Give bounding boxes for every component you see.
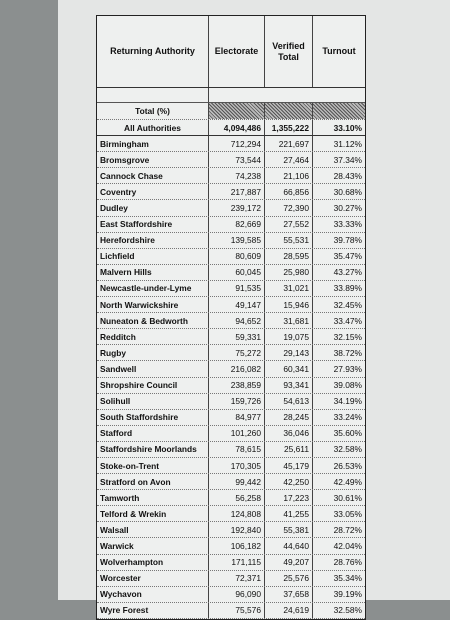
all-turnout: 33.10%	[333, 122, 362, 133]
electorate-cell: 159,726	[209, 394, 265, 409]
electorate-cell: 59,331	[209, 329, 265, 344]
authority-name-cell: Wyre Forest	[97, 603, 209, 618]
all-authorities-label: All Authorities	[97, 120, 209, 135]
turnout-cell: 30.61%	[333, 492, 362, 503]
authority-name-cell: Stafford	[97, 426, 209, 441]
verified-total-cell: 66,856	[265, 184, 313, 199]
turnout-cell: 33.47%	[333, 315, 362, 326]
verified-total-cell: 28,245	[265, 410, 313, 425]
verified-total-cell: 28,595	[265, 249, 313, 264]
electorate-cell: 139,585	[209, 233, 265, 248]
turnout-cell: 32.58%	[333, 444, 362, 455]
electorate-cell: 217,887	[209, 184, 265, 199]
turnout-cell: 33.24%	[333, 412, 362, 423]
authority-name-cell: Walsall	[97, 522, 209, 537]
spacer-row	[97, 88, 365, 103]
verified-total-cell: 49,207	[265, 555, 313, 570]
turnout-cell: 37.34%	[333, 154, 362, 165]
table-row	[97, 217, 365, 233]
turnout-cell: 30.27%	[333, 203, 362, 214]
table-row	[97, 426, 365, 442]
turnout-cell: 35.34%	[333, 573, 362, 584]
turnout-cell: 28.72%	[333, 524, 362, 535]
electorate-cell: 94,652	[209, 313, 265, 328]
authority-name-cell: East Staffordshire	[97, 217, 209, 232]
table-row	[97, 506, 365, 522]
turnout-cell: 32.45%	[333, 299, 362, 310]
authority-name-cell: Staffordshire Moorlands	[97, 442, 209, 457]
table-row	[97, 168, 365, 184]
electorate-cell: 80,609	[209, 249, 265, 264]
turnout-cell: 26.53%	[333, 460, 362, 471]
turnout-cell: 43.27%	[333, 267, 362, 278]
turnout-cell: 38.72%	[333, 347, 362, 358]
verified-total-cell: 25,980	[265, 265, 313, 280]
table-row	[97, 152, 365, 168]
table-row	[97, 345, 365, 361]
electorate-cell: 216,082	[209, 361, 265, 376]
verified-total-cell: 25,611	[265, 442, 313, 457]
table-row	[97, 555, 365, 571]
hatched-cell	[209, 103, 265, 119]
turnout-cell: 32.58%	[333, 605, 362, 616]
table-row	[97, 233, 365, 249]
authority-name-cell: Redditch	[97, 329, 209, 344]
all-electorate: 4,094,486	[209, 120, 265, 135]
electorate-cell: 82,669	[209, 217, 265, 232]
verified-total-cell: 37,658	[265, 587, 313, 602]
turnout-cell: 31.12%	[333, 138, 362, 149]
verified-total-cell: 17,223	[265, 490, 313, 505]
electorate-cell: 56,258	[209, 490, 265, 505]
turnout-table	[96, 15, 366, 620]
verified-total-cell: 41,255	[265, 506, 313, 521]
turnout-cell: 35.60%	[333, 428, 362, 439]
electorate-cell: 84,977	[209, 410, 265, 425]
verified-total-cell: 29,143	[265, 345, 313, 360]
authority-name-cell: South Staffordshire	[97, 410, 209, 425]
electorate-cell: 106,182	[209, 538, 265, 553]
hatched-cell	[265, 103, 313, 119]
authority-name-cell: Bromsgrove	[97, 152, 209, 167]
electorate-cell: 91,535	[209, 281, 265, 296]
table-row	[97, 587, 365, 603]
turnout-cell: 28.43%	[333, 170, 362, 181]
turnout-cell: 42.49%	[333, 476, 362, 487]
authority-name-cell: Telford & Wrekin	[97, 506, 209, 521]
authority-name-cell: Stoke-on-Trent	[97, 458, 209, 473]
verified-total-cell: 15,946	[265, 297, 313, 312]
verified-total-cell: 60,341	[265, 361, 313, 376]
verified-total-cell: 27,464	[265, 152, 313, 167]
authority-name-cell: Stratford on Avon	[97, 474, 209, 489]
table-row	[97, 378, 365, 394]
turnout-cell: 33.33%	[333, 219, 362, 230]
table-row	[97, 297, 365, 313]
verified-total-cell: 44,640	[265, 538, 313, 553]
all-authorities-row	[97, 120, 365, 136]
table-row	[97, 329, 365, 345]
verified-total-cell: 45,179	[265, 458, 313, 473]
authority-name-cell: Shropshire Council	[97, 378, 209, 393]
electorate-cell: 238,859	[209, 378, 265, 393]
table-row	[97, 458, 365, 474]
turnout-cell: 28.76%	[333, 557, 362, 568]
table-row	[97, 184, 365, 200]
verified-total-cell: 221,697	[265, 136, 313, 151]
table-row	[97, 361, 365, 377]
electorate-cell: 49,147	[209, 297, 265, 312]
turnout-cell: 30.68%	[333, 186, 362, 197]
electorate-cell: 99,442	[209, 474, 265, 489]
electorate-cell: 124,808	[209, 506, 265, 521]
turnout-cell: 33.05%	[333, 508, 362, 519]
verified-total-cell: 31,681	[265, 313, 313, 328]
table-row	[97, 410, 365, 426]
turnout-cell: 39.78%	[333, 235, 362, 246]
verified-total-cell: 27,552	[265, 217, 313, 232]
turnout-cell: 32.15%	[333, 331, 362, 342]
table-row	[97, 265, 365, 281]
verified-total-cell: 21,106	[265, 168, 313, 183]
table-row	[97, 571, 365, 587]
authority-name-cell: Worcester	[97, 571, 209, 586]
authority-name-cell: Malvern Hills	[97, 265, 209, 280]
table-row	[97, 603, 365, 619]
header-verified-total: Verified Total	[265, 16, 313, 87]
turnout-cell: 35.47%	[333, 251, 362, 262]
verified-total-cell: 72,390	[265, 200, 313, 215]
authority-name-cell: Dudley	[97, 200, 209, 215]
table-row	[97, 538, 365, 554]
authority-name-cell: Newcastle-under-Lyme	[97, 281, 209, 296]
electorate-cell: 78,615	[209, 442, 265, 457]
electorate-cell: 75,576	[209, 603, 265, 618]
electorate-cell: 72,371	[209, 571, 265, 586]
table-row	[97, 313, 365, 329]
verified-total-cell: 42,250	[265, 474, 313, 489]
authority-name-cell: Wychavon	[97, 587, 209, 602]
electorate-cell: 75,272	[209, 345, 265, 360]
header-returning-authority: Returning Authority	[97, 16, 209, 87]
authority-name-cell: Cannock Chase	[97, 168, 209, 183]
authority-name-cell: Rugby	[97, 345, 209, 360]
electorate-cell: 192,840	[209, 522, 265, 537]
verified-total-cell: 54,613	[265, 394, 313, 409]
table-row	[97, 522, 365, 538]
verified-total-cell: 31,021	[265, 281, 313, 296]
turnout-cell: 27.93%	[333, 363, 362, 374]
electorate-cell: 73,544	[209, 152, 265, 167]
electorate-cell: 170,305	[209, 458, 265, 473]
electorate-cell: 60,045	[209, 265, 265, 280]
authority-name-cell: Tamworth	[97, 490, 209, 505]
electorate-cell: 171,115	[209, 555, 265, 570]
table-row	[97, 490, 365, 506]
authority-name-cell: Herefordshire	[97, 233, 209, 248]
header-turnout: Turnout	[322, 46, 356, 56]
authority-name-cell: North Warwickshire	[97, 297, 209, 312]
table-row	[97, 474, 365, 490]
authority-name-cell: Warwick	[97, 538, 209, 553]
all-verified: 1,355,222	[265, 120, 313, 135]
total-label: Total (%)	[97, 103, 209, 119]
verified-total-cell: 55,531	[265, 233, 313, 248]
authority-name-cell: Wolverhampton	[97, 555, 209, 570]
table-row	[97, 442, 365, 458]
electorate-cell: 74,238	[209, 168, 265, 183]
table-row	[97, 136, 365, 152]
authority-name-cell: Coventry	[97, 184, 209, 199]
table-row	[97, 249, 365, 265]
turnout-cell: 42.04%	[333, 540, 362, 551]
hatched-cell	[313, 103, 365, 119]
verified-total-cell: 93,341	[265, 378, 313, 393]
verified-total-cell: 36,046	[265, 426, 313, 441]
total-row	[97, 103, 365, 120]
electorate-cell: 96,090	[209, 587, 265, 602]
turnout-cell: 33.89%	[333, 283, 362, 294]
electorate-cell: 101,260	[209, 426, 265, 441]
table-header	[97, 16, 365, 88]
header-electorate: Electorate	[209, 16, 265, 87]
verified-total-cell: 24,619	[265, 603, 313, 618]
table-row	[97, 200, 365, 216]
table-row	[97, 394, 365, 410]
turnout-cell: 39.08%	[333, 380, 362, 391]
verified-total-cell: 55,381	[265, 522, 313, 537]
authority-name-cell: Birmingham	[97, 136, 209, 151]
authority-name-cell: Nuneaton & Bedworth	[97, 313, 209, 328]
verified-total-cell: 19,075	[265, 329, 313, 344]
authority-name-cell: Sandwell	[97, 361, 209, 376]
table-row	[97, 281, 365, 297]
electorate-cell: 239,172	[209, 200, 265, 215]
authority-rows	[97, 136, 365, 619]
turnout-cell: 34.19%	[333, 396, 362, 407]
authority-name-cell: Lichfield	[97, 249, 209, 264]
electorate-cell: 712,294	[209, 136, 265, 151]
authority-name-cell: Solihull	[97, 394, 209, 409]
verified-total-cell: 25,576	[265, 571, 313, 586]
turnout-cell: 39.19%	[333, 589, 362, 600]
